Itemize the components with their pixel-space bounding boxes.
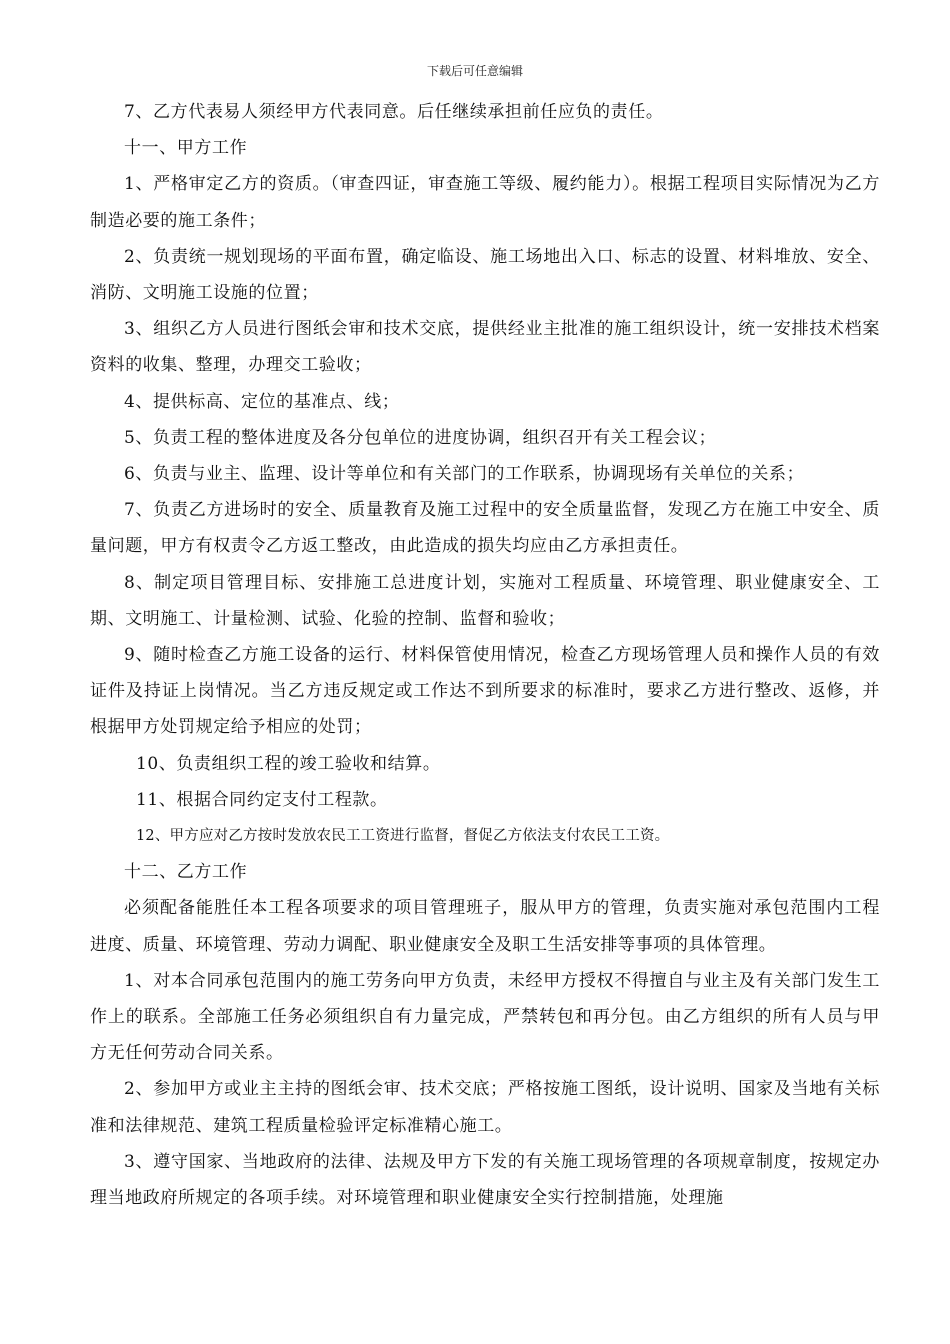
document-body [90,94,880,1216]
paragraph-party-a-10: 10、负责组织工程的竣工验收和结算。 [136,753,441,774]
paragraph-party-a-11: 11、根据合同约定支付工程款。 [136,789,388,810]
paragraph-party-a-4: 4、提供标高、定位的基准点、线； [124,391,400,412]
paragraph-party-a-8: 8、制定项目管理目标、安排施工总进度计划，实施对工程质量、环境管理、职业健康安全、工期、文明施工、计量检测、试验、化验的控制、监督和验收； [90,572,880,629]
paragraph-party-a-3: 3、组织乙方人员进行图纸会审和技术交底，提供经业主批准的施工组织设计，统一安排技术档案资料的收集、整理，办理交工验收； [90,319,880,376]
paragraph-party-a-6: 6、负责与业主、监理、设计等单位和有关部门的工作联系，协调现场有关单位的关系； [124,464,805,485]
paragraph-party-b-2: 2、参加甲方或业主主持的图纸会审、技术交底；严格按施工图纸，设计说明、国家及当地有关标准和法律规范、建筑工程质量检验评定标准精心施工。 [90,1079,880,1136]
section-heading-11: 十一、甲方工作 [124,138,248,159]
paragraph-7-representative: 7、乙方代表易人须经甲方代表同意。后任继续承担前任应负的责任。 [124,102,664,122]
paragraph-party-a-2: 2、负责统一规划现场的平面布置，确定临设、施工场地出入口、标志的设置、材料堆放、安全、消防、文明施工设施的位置； [90,246,880,304]
paragraph-party-a-9: 9、随时检查乙方施工设备的运行、材料保管使用情况，检查乙方现场管理人员和操作人员的有效证件及持证上岗情况。当乙方违反规定或工作达不到所要求的标准时，要求乙方进行整改、返修，并根据甲方处罚规定给予相应的处罚； [90,645,880,738]
section-heading-12: 十二、乙方工作 [124,862,248,883]
paragraph-party-b-intro: 必须配备能胜任本工程各项要求的项目管理班子，服从甲方的管理，负责实施对承包范围内工程进度、质量、环境管理、劳动力调配、职业健康安全及职工生活安排等事项的具体管理。 [90,898,880,955]
paragraph-party-b-3: 3、遵守国家、当地政府的法律、法规及甲方下发的有关施工现场管理的各项规章制度，按规定办理当地政府所规定的各项手续。对环境管理和职业健康安全实行控制措施，处理施 [90,1151,880,1209]
page-header: 下载后可任意编辑 [426,64,523,78]
paragraph-party-b-1: 1、对本合同承包范围内的施工劳务向甲方负责，未经甲方授权不得擅自与业主及有关部门发生工作上的联系。全部施工任务必须组织自有力量完成，严禁转包和再分包。由乙方组织的所有人员与甲方无任何劳动合同关系。 [90,970,880,1064]
paragraph-party-a-7: 7、负责乙方进场时的安全、质量教育及施工过程中的安全质量监督，发现乙方在施工中安全、质量问题，甲方有权责令乙方返工整改，由此造成的损失均应由乙方承担责任。 [90,500,880,557]
paragraph-party-a-1: 1、严格审定乙方的资质。（审查四证，审查施工等级、履约能力）。根据工程项目实际情况为乙方制造必要的施工条件； [90,174,880,231]
paragraph-party-a-12: 12、甲方应对乙方按时发放农民工工资进行监督，督促乙方依法支付农民工工资。 [136,828,670,845]
paragraph-party-a-5: 5、负责工程的整体进度及各分包单位的进度协调，组织召开有关工程会议； [124,427,717,448]
